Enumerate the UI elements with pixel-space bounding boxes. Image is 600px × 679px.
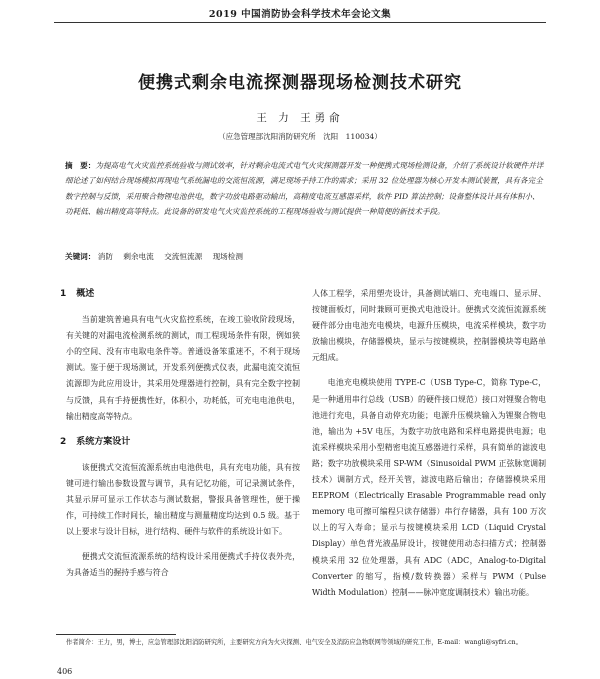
section-heading	[60, 286, 300, 302]
paragraph: 电池充电模块使用 TYPE-C（USB Type-C，简称 Type-C，是一种通用串行总线（USB）的硬件接口规范）接口对锂聚合物电池进行充电，具备自动停充功能；电源升压模块输入为锂聚合物电池，输出为 +5V 电压，为数字功放电路和采样电路提供电源；电流采样模块采用小型精密电流互感器进行采样，具有简单的滤波电路；数字功放模块采用 SP-WM（Sinusoidal PWM 正弦脉宽调制技术）调制方式，经开关管，滤波电路后输出；存储器模块采用 EEPROM（Electrically Erasable Programmable read only memory 电可擦可编程只读存储器）串行存储器，具有 100 万次以上的写入寿命；显示与按键模块采用 LCD（Liquid Crystal Display）单色背光液晶屏设计，按键使用动态扫描方式；控制器模块采用 32 位处理器，具有 ADC（ADC，Analog-to-Digital Converter 的缩写，指模/数转换器）采样与 PWM（Pulse Width Modulation）控制——脉冲宽度调制技术）输出功能。	[312, 378, 546, 597]
affiliation: （应急管理部沈阳消防研究所 沈阳 110034）	[218, 132, 382, 141]
paragraph: 便携式交流恒流源系统的结构设计采用便携式手持仪表外壳，为具备适当的握持手感与符合	[66, 552, 300, 578]
section-heading	[60, 434, 300, 450]
paragraph: 人体工程学，采用塑壳设计，具备测试端口、充电端口、显示屏、按键面板灯，同时兼顾可更换式电池设计。便携式交流恒流源系统硬件部分由电池充电模块，电源升压模块，电流采样模块，数字功放输出模块，存储器模块，显示与按键模块，控制器模块等电路单元组成。	[312, 289, 546, 363]
footnote: 作者简介：王力，男，博士，应急管理部沈阳消防研究所，主要研究方向为火灾探测、电气安全及消防应急物联网等领域的研究工作，E-mail：wangli@syfri.cn。	[66, 639, 522, 646]
paragraph: 该便携式交流恒流源系统由电池供电，具有充电功能，具有按键可进行输出参数设置与调节，具有记忆功能，可记录测试条件，其显示屏可显示工作状态与测试数据，警报具备管理性，便于操作，可持续工作时间长，输出精度与测量精度均达到 0.5 级。基于以上要求与设计目标，进行结构、硬件与软件的系统设计如下。	[66, 462, 300, 537]
keyword: 交流恒流源	[164, 252, 203, 261]
abstract-text: 为提高电气火灾监控系统验收与测试效率，针对剩余电流式电气火灾探测器开发一种便携式现场检测设备，介绍了系统设计软硬件并详细论述了如何结合现场模拟再现电气系统漏电的交流恒流源，满足现场手持工作的需求；采用 32 位处理器为核心开发本测试装置，具有各完全数字控制与反馈，采用聚合物锂电池供电，数字功放电路驱动输出，高精度电流互感器采样，软件 PID 算法控制；设备整体设计具有体积小、功耗低、输出精度高等特点。此设备的研发电气火灾监控系统的工程现场验收与测试提供一种简便的新技术手段。	[65, 161, 544, 216]
keyword: 剩余电流	[123, 252, 154, 261]
footnote-rule	[56, 634, 176, 635]
abstract	[65, 158, 544, 219]
keywords-label: 关键词：	[65, 252, 96, 261]
section-title: 系统方案设计	[76, 436, 131, 447]
paper-title: 便携式剩余电流探测器现场检测技术研究	[138, 73, 462, 93]
section-title: 概述	[76, 289, 95, 299]
keywords	[65, 251, 544, 262]
keyword: 消防	[97, 252, 113, 261]
paragraph: 当前建筑普遍具有电气火灾监控系统，在竣工验收阶段现场，有关键的对漏电流检测系统的测试，而工程现场条件有限，例如狭小的空间、没有市电取电条件等。普通设备笨重迷不，不利于现场测试。鉴于便于现场测试，开发系列便携式仪表，此漏电流交流恒流源即为此应用设计，其采用处理器进行控制，具有完全数字控制与反馈，具有手持便携性好，体积小，功耗低，可充电电池供电，输出精度高等特点。	[66, 315, 300, 421]
left-column	[60, 286, 300, 591]
header-rule	[54, 22, 546, 23]
right-column	[312, 286, 546, 610]
abstract-label: 摘 要：	[65, 161, 96, 170]
page-number: 406	[57, 667, 73, 676]
authors: 王 力 王勇俞	[256, 112, 344, 124]
keyword: 现场检测	[212, 252, 243, 261]
running-header: 2019 中国消防协会科学技术年会论文集	[208, 9, 392, 20]
section-number: 1	[60, 289, 67, 299]
section-number: 2	[60, 436, 67, 447]
